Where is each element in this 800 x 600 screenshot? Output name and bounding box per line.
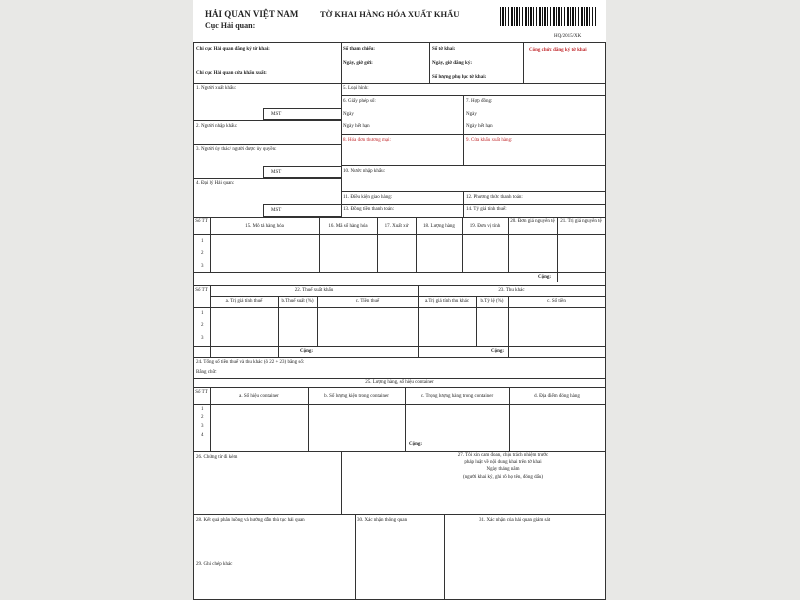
goods-value-header: 21. Trị giá nguyên tệ xyxy=(560,219,602,224)
export-tax-header: 22. Thuế xuất khẩu xyxy=(294,288,334,293)
field-28: 28. Kết quả phân luồng và hướng dẫn thủ tục hải quan xyxy=(196,518,305,523)
field-6-date: Ngày xyxy=(343,112,354,117)
goods-hs-header: 16. Mã số hàng hóa xyxy=(328,224,368,229)
container-packages-header: b. Số lượng kiện trong container xyxy=(324,394,389,399)
goods-no-header: Số TT xyxy=(195,219,208,224)
container-total-label: Cộng: xyxy=(409,442,423,447)
field-7-date: Ngày xyxy=(466,112,477,117)
container-location-header: d. Địa điểm đóng hàng xyxy=(534,394,580,399)
customs-agent-label: 4. Đại lý Hải quan: xyxy=(196,181,235,186)
field-26: 26. Chứng từ đi kèm xyxy=(196,455,238,460)
field-13: 13. Đồng tiền thanh toán: xyxy=(343,207,394,212)
container-row-1: 1 xyxy=(201,407,204,412)
dept-register: Chi cục Hải quan đăng ký tờ khai: xyxy=(196,47,270,52)
branch-label: Cục Hải quan: xyxy=(205,21,256,30)
goods-row-1: 1 xyxy=(201,239,204,244)
goods-row-3: 3 xyxy=(201,264,204,269)
commitment-line-1: 27. Tôi xin cam đoan, chịu trách nhiệm trước xyxy=(457,453,549,458)
goods-unit-header: 19. Đơn vị tính xyxy=(469,224,501,229)
other-tax-header: 23. Thu khác xyxy=(498,288,525,293)
goods-unit-price-header: 20. Đơn giá nguyên tệ xyxy=(510,219,555,224)
goods-origin-header: 17. Xuất xứ xyxy=(384,224,409,229)
date-time-registered: Ngày, giờ đăng ký: xyxy=(432,61,472,66)
export-tax-value-header: a. Trị giá tính thuế xyxy=(225,299,263,304)
container-row-3: 3 xyxy=(201,424,204,429)
exporter-tax-code-label: MST xyxy=(271,112,282,117)
container-row-4: 4 xyxy=(201,433,204,438)
total-tax-in-words: Bằng chữ: xyxy=(196,370,217,375)
entrusting-tax-code-field[interactable] xyxy=(263,166,342,178)
dept-exit: Chi cục Hải quan cửa khẩu xuất: xyxy=(196,71,267,76)
tax-row-2: 2 xyxy=(201,323,204,328)
field-7-expiry: Ngày hết hạn xyxy=(466,124,493,129)
declaration-no: Số tờ khai: xyxy=(432,47,456,52)
field-6-expiry: Ngày hết hạn xyxy=(343,124,370,129)
exporter-label: 1. Người xuất khẩu: xyxy=(196,86,237,91)
entrusting-tax-code-label: MST xyxy=(271,170,282,175)
agent-tax-code-label: MST xyxy=(271,208,282,213)
form-frame xyxy=(193,42,606,600)
date-time-sent: Ngày, giờ gửi: xyxy=(343,61,373,66)
container-title: 25. Lượng hàng, số hiệu container xyxy=(365,380,434,385)
form-title: TỜ KHAI HÀNG HÓA XUẤT KHẨU xyxy=(320,9,460,19)
other-tax-amount-header: c. Số tiền xyxy=(547,299,566,304)
field-9: 9. Cửa khẩu xuất hàng: xyxy=(466,138,513,143)
exporter-tax-code-field[interactable] xyxy=(263,108,342,120)
appendix-count: Số lượng phụ lục tờ khai: xyxy=(432,75,487,80)
field-30: 30. Xác nhận thông quan xyxy=(357,518,408,523)
other-tax-value-header: a.Trị giá tính thu khác xyxy=(424,299,470,304)
agent-tax-code-field[interactable] xyxy=(263,204,342,217)
field-11: 11. Điều kiện giao hàng: xyxy=(343,195,393,200)
tax-no-header: Số TT xyxy=(195,288,208,293)
declaration-form xyxy=(193,0,606,600)
entrusting-label: 3. Người ủy thác/ người được ủy quyền: xyxy=(196,147,277,152)
form-code: HQ/2015/XK xyxy=(554,34,582,39)
field-31: 31. Xác nhận của hải quan giám sát xyxy=(479,518,551,523)
field-29: 29. Ghi chép khác xyxy=(196,562,233,567)
tax-row-3: 3 xyxy=(201,336,204,341)
field-6: 6. Giấy phép số: xyxy=(343,99,376,104)
export-tax-amount-header: c. Tiền thuế xyxy=(355,299,380,304)
registering-officer: Công chức đăng ký tờ khai xyxy=(529,48,587,53)
export-tax-total-label: Cộng: xyxy=(300,349,314,354)
commitment-date: Ngày tháng năm xyxy=(486,467,520,472)
org-name: HẢI QUAN VIỆT NAM xyxy=(205,9,299,19)
other-tax-rate-header: b.Tỷ lệ (%) xyxy=(480,299,504,304)
field-12: 12. Phương thức thanh toán: xyxy=(466,195,523,200)
goods-desc-header: 15. Mô tả hàng hóa xyxy=(245,224,284,229)
container-row-2: 2 xyxy=(201,415,204,420)
field-8: 8. Hóa đơn thương mại: xyxy=(343,138,391,143)
container-id-header: a. Số hiệu container xyxy=(239,394,279,399)
field-7: 7. Hợp đồng: xyxy=(466,99,493,104)
importer-label: 2. Người nhập khẩu: xyxy=(196,124,238,129)
export-tax-rate-header: b.Thuế suất (%) xyxy=(281,299,314,304)
container-no-header: Số TT xyxy=(195,390,208,395)
tax-row-1: 1 xyxy=(201,311,204,316)
barcode xyxy=(500,7,596,26)
commitment-signature-note: (người khai ký, ghi rõ họ tên, đóng dấu) xyxy=(462,475,544,480)
field-5: 5. Loại hình: xyxy=(343,86,369,91)
goods-qty-header: 18. Lượng hàng xyxy=(423,224,455,229)
total-tax-label: 24. Tổng số tiền thuế và thu khác (ô 22 + 23) bằng số: xyxy=(196,360,305,365)
field-10: 10. Nước nhập khẩu: xyxy=(343,169,386,174)
container-weight-header: c. Trọng lượng hàng trong container xyxy=(420,394,494,399)
goods-row-2: 2 xyxy=(201,251,204,256)
other-tax-total-label: Cộng: xyxy=(491,349,505,354)
commitment-line-2: pháp luật về nội dung khai trên tờ khai xyxy=(464,460,542,465)
ref-no: Số tham chiếu: xyxy=(343,47,375,52)
field-14: 14. Tỷ giá tính thuế: xyxy=(466,207,507,212)
goods-total-label: Cộng: xyxy=(538,275,552,280)
